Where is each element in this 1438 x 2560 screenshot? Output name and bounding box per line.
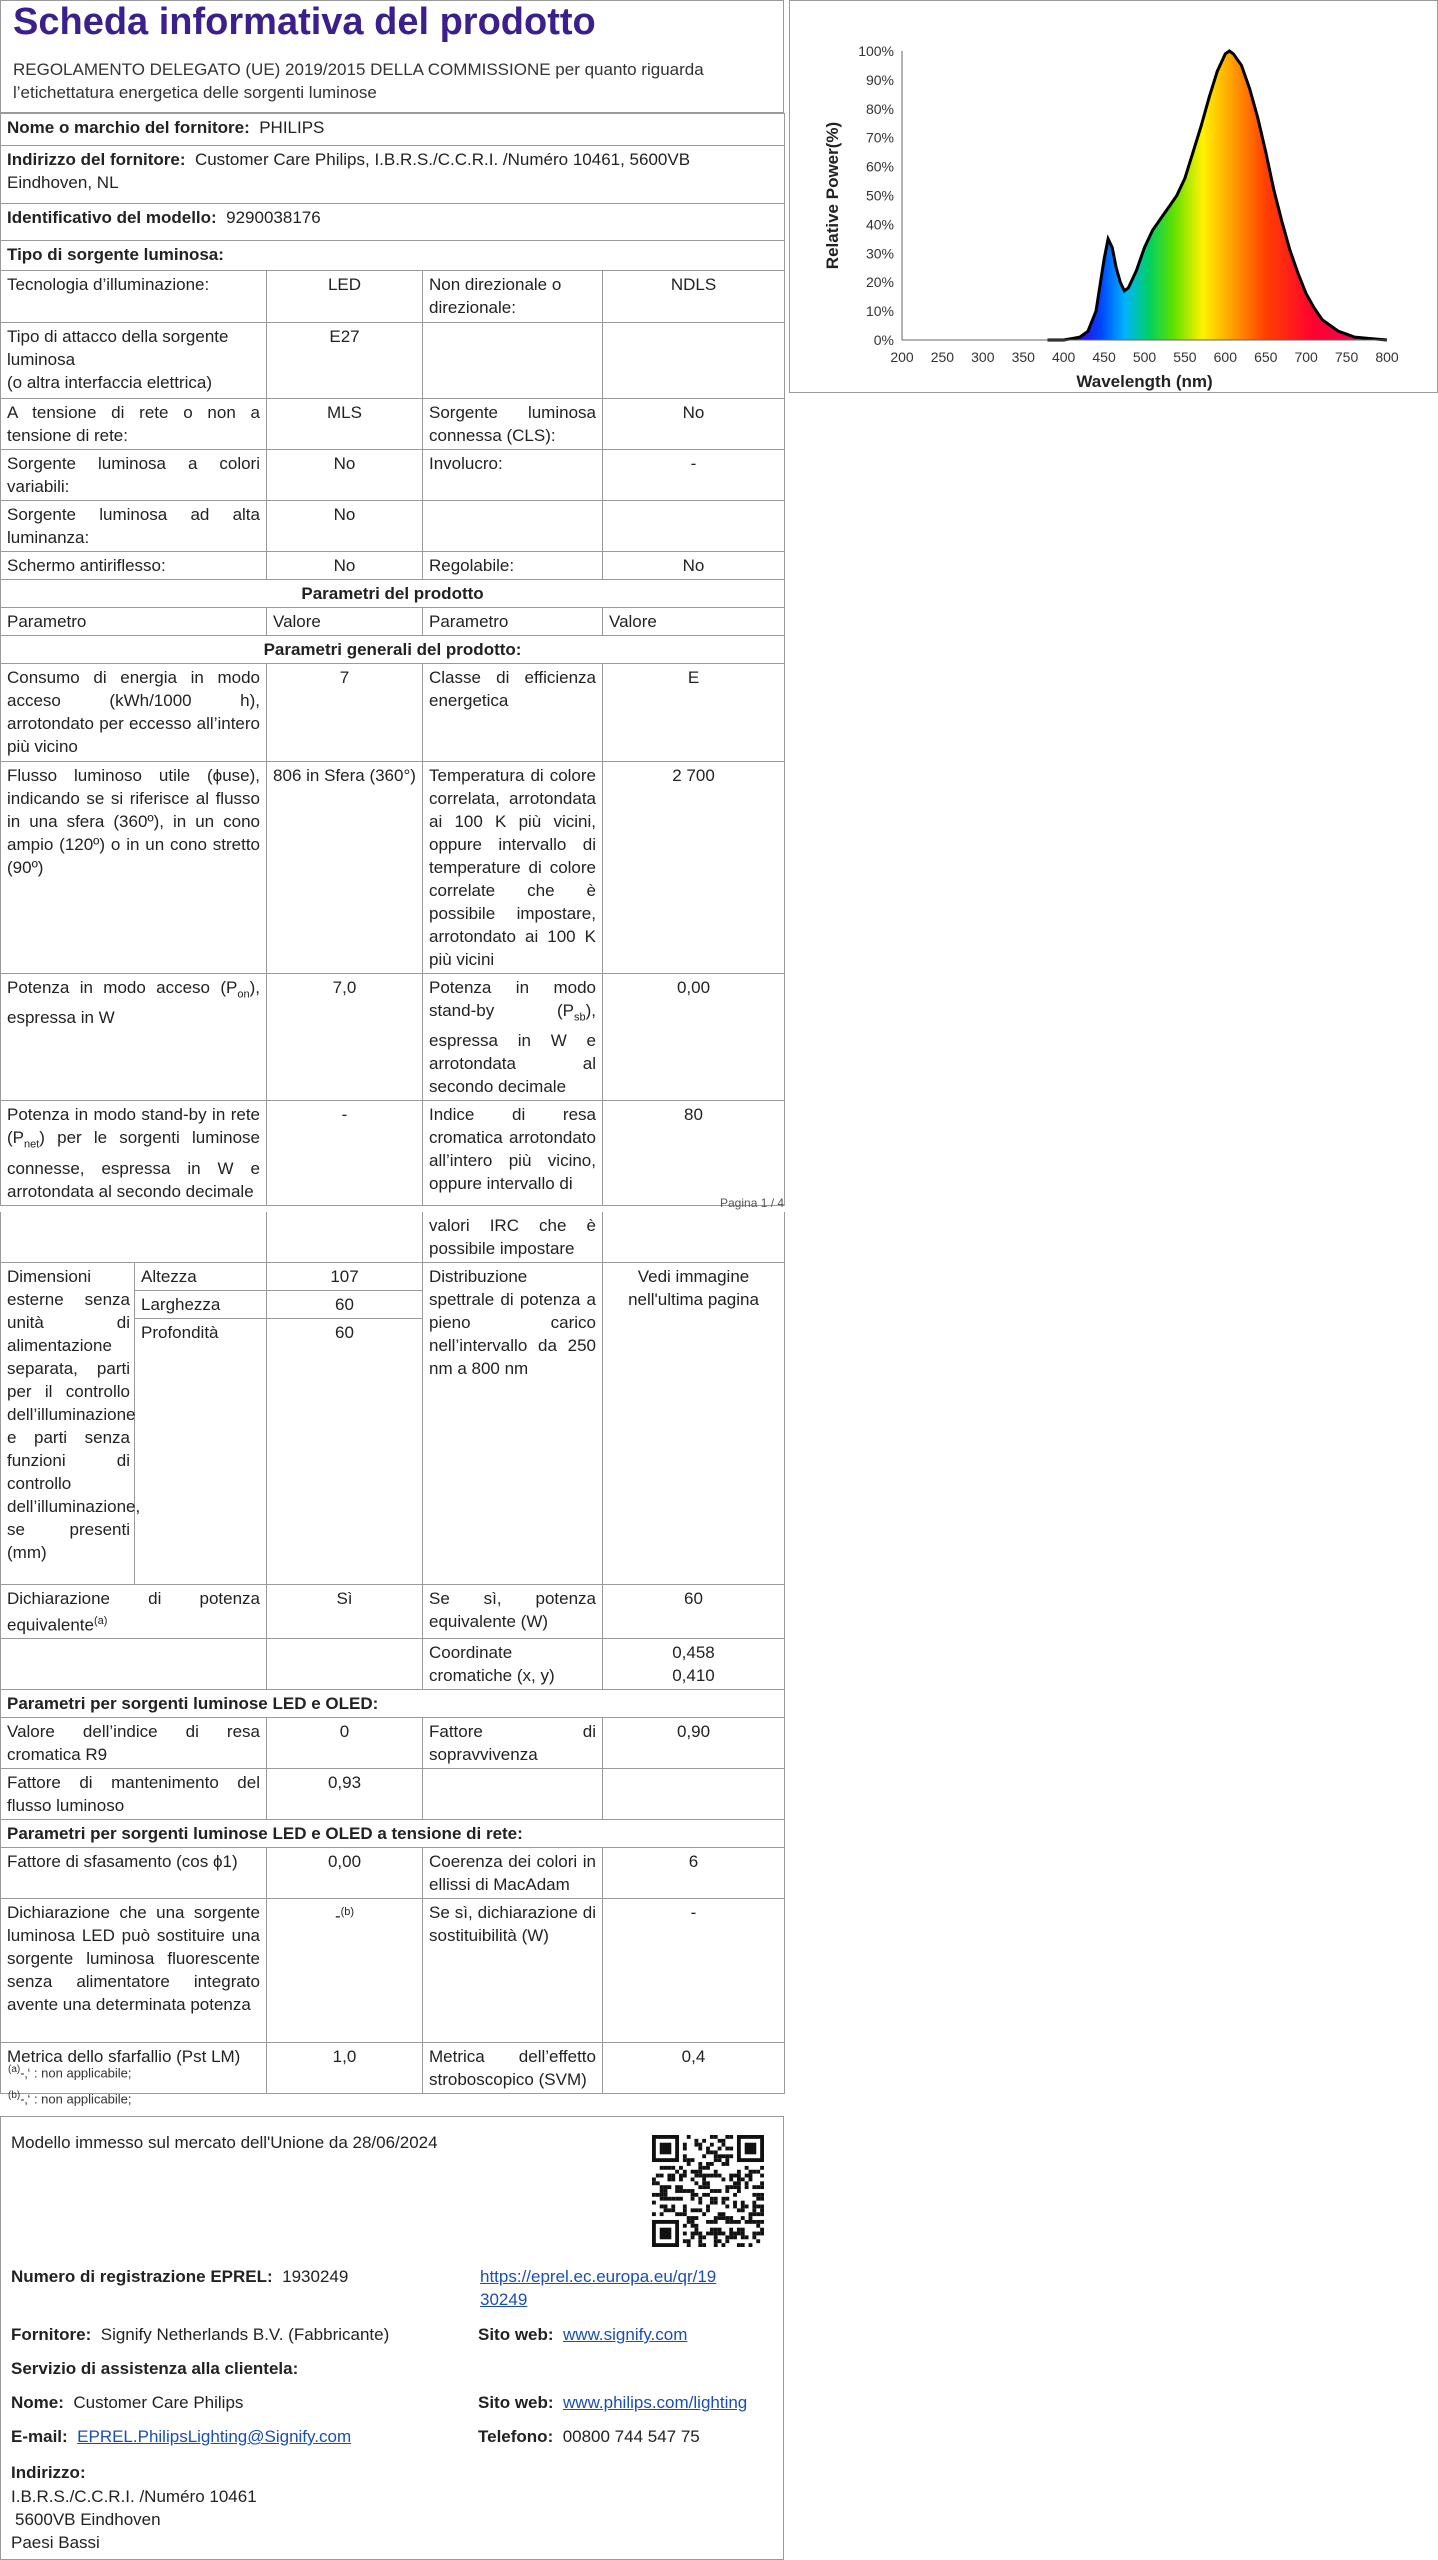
cap-label: Tipo di attacco della sorgente luminosa (o altra interfaccia elettrica): [1, 323, 267, 399]
y-tick-label: 10%: [865, 303, 894, 320]
macadam-label: Coerenza dei colori in ellissi di MacAdam: [423, 1848, 603, 1899]
y-tick-label: 70%: [865, 129, 894, 146]
website-1-link[interactable]: www.signify.com: [563, 2325, 688, 2344]
on-power-label: Potenza in modo acceso $(P_{on})$, espressa in W: [1, 974, 267, 1101]
color-value: No: [267, 450, 423, 501]
equivalent-power-label: Dichiarazione di potenza equivalente$^{(a)}$: [1, 1584, 267, 1639]
col-header-value-2: Valore: [603, 608, 785, 636]
x-tick-label: 300: [971, 349, 995, 365]
y-tick-label: 60%: [865, 158, 894, 175]
website-2: Sito web: www.philips.com/lighting: [478, 2393, 748, 2412]
flux-label: Flusso luminoso utile (ϕuse), indicando se si riferisce al flusso in una sfera (360º), in un cono ampio (120º) o in un cono stretto (90º): [1, 762, 267, 974]
y-tick-label: 100%: [858, 43, 894, 59]
spectrum-chart-svg: [790, 1, 1437, 392]
replacement-watt-value: -: [603, 1899, 785, 2043]
cct-value: 2 700: [603, 762, 785, 974]
r9-label: Valore dell’indice di resa cromatica R9: [1, 1718, 267, 1769]
tech-label: Tecnologia d’illuminazione:: [1, 271, 267, 323]
depth-value: 60: [267, 1319, 423, 1347]
height-label: Altezza: [135, 1263, 267, 1291]
footnote-b: $^{(b)}$-‚‘ : non applicabile;: [8, 2090, 132, 2107]
email-link[interactable]: EPREL.PhilipsLighting@Signify.com: [77, 2427, 352, 2446]
service-name: Nome: Customer Care Philips: [11, 2393, 244, 2412]
high-luminance-value: No: [267, 501, 423, 552]
energy-value: 7: [267, 664, 423, 762]
x-tick-label: 550: [1173, 349, 1197, 365]
source-type-heading: Tipo di sorgente luminosa:: [1, 241, 785, 271]
address-line-2: 5600VB Eindhoven: [15, 2510, 161, 2529]
envelope-value: -: [603, 450, 785, 501]
cri-value: 80: [603, 1101, 785, 1205]
standby-power-value: 0,00: [603, 974, 785, 1101]
regulation-subtitle: REGOLAMENTO DELEGATO (UE) 2019/2015 DELLA COMMISSIONE per quanto riguarda l’etichettatura energetica delle sorgenti luminose: [13, 60, 704, 102]
footnote-a: $^{(a)}$-‚‘ : non applicabile;: [8, 2064, 132, 2081]
x-axis-label: Wavelength (nm): [1076, 372, 1213, 391]
depth-label: Profondità: [135, 1319, 267, 1347]
efficiency-class-label: Classe di efficienza energetica: [423, 664, 603, 762]
col-header-value: Valore: [267, 608, 423, 636]
glare-label: Schermo antiriflesso:: [1, 552, 267, 580]
standby-power-label: Potenza in modo stand-by $(P_{sb})$, espressa in W e arrotondata al secondo decimale: [423, 974, 603, 1101]
led-params-heading: Parametri per sorgenti luminose LED e OLED:: [1, 1690, 785, 1718]
x-tick-label: 350: [1011, 349, 1035, 365]
cri-label: Indice di resa cromatica arrotondato all’intero più vicino, oppure intervallo di: [423, 1101, 603, 1205]
tech-value: LED: [267, 271, 423, 323]
efficiency-class-value: E: [603, 664, 785, 762]
stroboscopic-value: 0,4: [603, 2043, 785, 2094]
product-params-heading: Parametri del prodotto: [1, 580, 785, 608]
dimmable-label: Regolabile:: [423, 552, 603, 580]
maintenance-value: 0,93: [267, 1769, 423, 1820]
general-params-heading: Parametri generali del prodotto:: [1, 636, 785, 664]
color-label: Sorgente luminosa a colori variabili:: [1, 450, 267, 501]
col-header-param-2: Parametro: [423, 608, 603, 636]
cap-value: E27: [267, 323, 423, 399]
x-tick-label: 600: [1213, 349, 1238, 365]
flicker-value: 1,0: [267, 2043, 423, 2094]
replacement-watt-label: Se sì, dichiarazione di sostituibilità (W): [423, 1899, 603, 2043]
cri-label-continued: valori IRC che è possibile impostare: [423, 1212, 603, 1263]
x-tick-label: 650: [1254, 349, 1278, 365]
chromaticity-value: 0,458 0,410: [603, 1639, 785, 1690]
equivalent-power-value: Sì: [267, 1584, 423, 1639]
dimmable-value: No: [603, 552, 785, 580]
supplier-address-row: Indirizzo del fornitore: Customer Care Philips, I.B.R.S./C.C.R.I. /Numéro 10461, 5600VB Eindhoven, NL: [1, 146, 785, 204]
phone-info: Telefono: 00800 744 547 75: [478, 2427, 700, 2446]
cls-value: No: [603, 399, 785, 450]
fluorescent-replace-label: Dichiarazione che una sorgente luminosa LED può sostituire una sorgente luminosa fluorescente senza alimentatore integrato avente una determinata potenza: [1, 1899, 267, 2043]
eprel-number: Numero di registrazione EPREL: 1930249: [11, 2267, 349, 2286]
spd-value: Vedi immagine nell'ultima pagina: [603, 1263, 785, 1585]
x-tick-label: 800: [1375, 349, 1399, 365]
col-header-param: Parametro: [1, 608, 267, 636]
eprel-link[interactable]: https://eprel.ec.europa.eu/qr/19 30249: [480, 2267, 717, 2309]
x-tick-label: 400: [1051, 349, 1076, 365]
y-tick-label: 20%: [865, 274, 894, 291]
y-tick-label: 80%: [865, 100, 894, 117]
survival-value: 0,90: [603, 1718, 785, 1769]
supplier-name-row: Nome o marchio del fornitore: PHILIPS: [1, 114, 785, 146]
dimensions-label: Dimensioni esterne senza unità di alimentazione separata, parti per il controllo dell’illuminazione e parti senza funzioni di controllo dell’illuminazione, se presenti (mm): [1, 1263, 135, 1585]
survival-label: Fattore di sopravvivenza: [423, 1718, 603, 1769]
page-number: Pagina 1 / 4: [720, 1196, 785, 1210]
y-tick-label: 50%: [865, 187, 894, 204]
mains-label: A tensione di rete o non a tensione di rete:: [1, 399, 267, 450]
equivalent-watt-value: 60: [603, 1584, 785, 1639]
equivalent-watt-label: Se sì, potenza equivalente (W): [423, 1584, 603, 1639]
stroboscopic-label: Metrica dell’effetto stroboscopico (SVM): [423, 2043, 603, 2094]
spd-label: Distribuzione spettrale di potenza a pieno carico nell’intervallo da 250 nm a 800 nm: [423, 1263, 603, 1585]
page-title: Scheda informativa del prodotto: [13, 1, 596, 43]
power-factor-label: Fattore di sfasamento (cos ϕ1): [1, 1848, 267, 1899]
power-factor-value: 0,00: [267, 1848, 423, 1899]
product-table-page1: [0, 113, 785, 1206]
x-tick-label: 450: [1092, 349, 1116, 365]
flux-value: 806 in Sfera (360°): [267, 762, 423, 974]
x-tick-label: 500: [1132, 349, 1157, 365]
network-standby-value: -: [267, 1101, 423, 1205]
r9-value: 0: [267, 1718, 423, 1769]
address-line-3: Paesi Bassi: [11, 2533, 100, 2552]
chromaticity-label: Coordinate cromatiche (x, y): [423, 1639, 603, 1690]
width-value: 60: [267, 1291, 423, 1319]
on-power-value: 7,0: [267, 974, 423, 1101]
address-heading: Indirizzo:: [11, 2463, 86, 2482]
x-tick-label: 250: [930, 349, 955, 365]
maintenance-label: Fattore di mantenimento del flusso luminoso: [1, 1769, 267, 1820]
y-tick-label: 40%: [865, 216, 894, 233]
height-value: 107: [267, 1263, 423, 1291]
product-table-page2: [0, 1212, 785, 2094]
y-tick-label: 0%: [873, 332, 894, 348]
info-box: [0, 2116, 784, 2560]
y-tick-label: 30%: [865, 245, 894, 262]
fluorescent-replace-value: -$^{(b)}$: [267, 1899, 423, 2043]
mains-led-params-heading: Parametri per sorgenti luminose LED e OLED a tensione di rete:: [1, 1820, 785, 1848]
supplier-info: Fornitore: Signify Netherlands B.V. (Fabbricante): [11, 2325, 390, 2344]
y-tick-label: 90%: [865, 71, 894, 88]
dir-value: NDLS: [603, 271, 785, 323]
network-standby-label: Potenza in modo stand-by in rete $(P_{net})$ per le sorgenti luminose connesse, espressa in W e arrotondata al secondo decimale: [1, 1101, 267, 1205]
market-date: Modello immesso sul mercato dell'Unione da 28/06/2024: [11, 2133, 438, 2152]
mains-value: MLS: [267, 399, 423, 450]
energy-label: Consumo di energia in modo acceso (kWh/1000 h), arrotondato per eccesso all’intero più vicino: [1, 664, 267, 762]
width-label: Larghezza: [135, 1291, 267, 1319]
qr-code-icon: [652, 2135, 764, 2247]
x-tick-label: 750: [1334, 349, 1359, 365]
cls-label: Sorgente luminosa connessa (CLS):: [423, 399, 603, 450]
dir-label: Non direzionale o direzionale:: [423, 271, 603, 323]
plot-area: [823, 43, 1399, 391]
flicker-label: Metrica dello sfarfallio (Pst LM): [1, 2043, 267, 2094]
y-axis-label: Relative Power(%): [823, 121, 842, 270]
customer-service-heading: Servizio di assistenza alla clientela:: [11, 2359, 299, 2378]
email-info: E-mail: EPREL.PhilipsLighting@Signify.com: [11, 2427, 352, 2446]
cct-label: Temperatura di colore correlata, arrotondata ai 100 K più vicini, oppure intervallo di temperature di colore correlate che è possibile impostare, arrotondato ai 100 K più vicini: [423, 762, 603, 974]
high-luminance-label: Sorgente luminosa ad alta luminanza:: [1, 501, 267, 552]
envelope-label: Involucro:: [423, 450, 603, 501]
website-1: Sito web: www.signify.com: [478, 2325, 688, 2344]
spectrum-chart: [789, 0, 1438, 393]
title-box: [0, 0, 784, 113]
address-line-1: I.B.R.S./C.C.R.I. /Numéro 10461: [11, 2487, 257, 2506]
macadam-value: 6: [603, 1848, 785, 1899]
x-tick-label: 700: [1294, 349, 1318, 365]
glare-value: No: [267, 552, 423, 580]
model-id-row: Identificativo del modello: 9290038176: [1, 204, 785, 241]
website-2-link[interactable]: www.philips.com/lighting: [563, 2393, 748, 2412]
x-tick-label: 200: [890, 349, 914, 365]
